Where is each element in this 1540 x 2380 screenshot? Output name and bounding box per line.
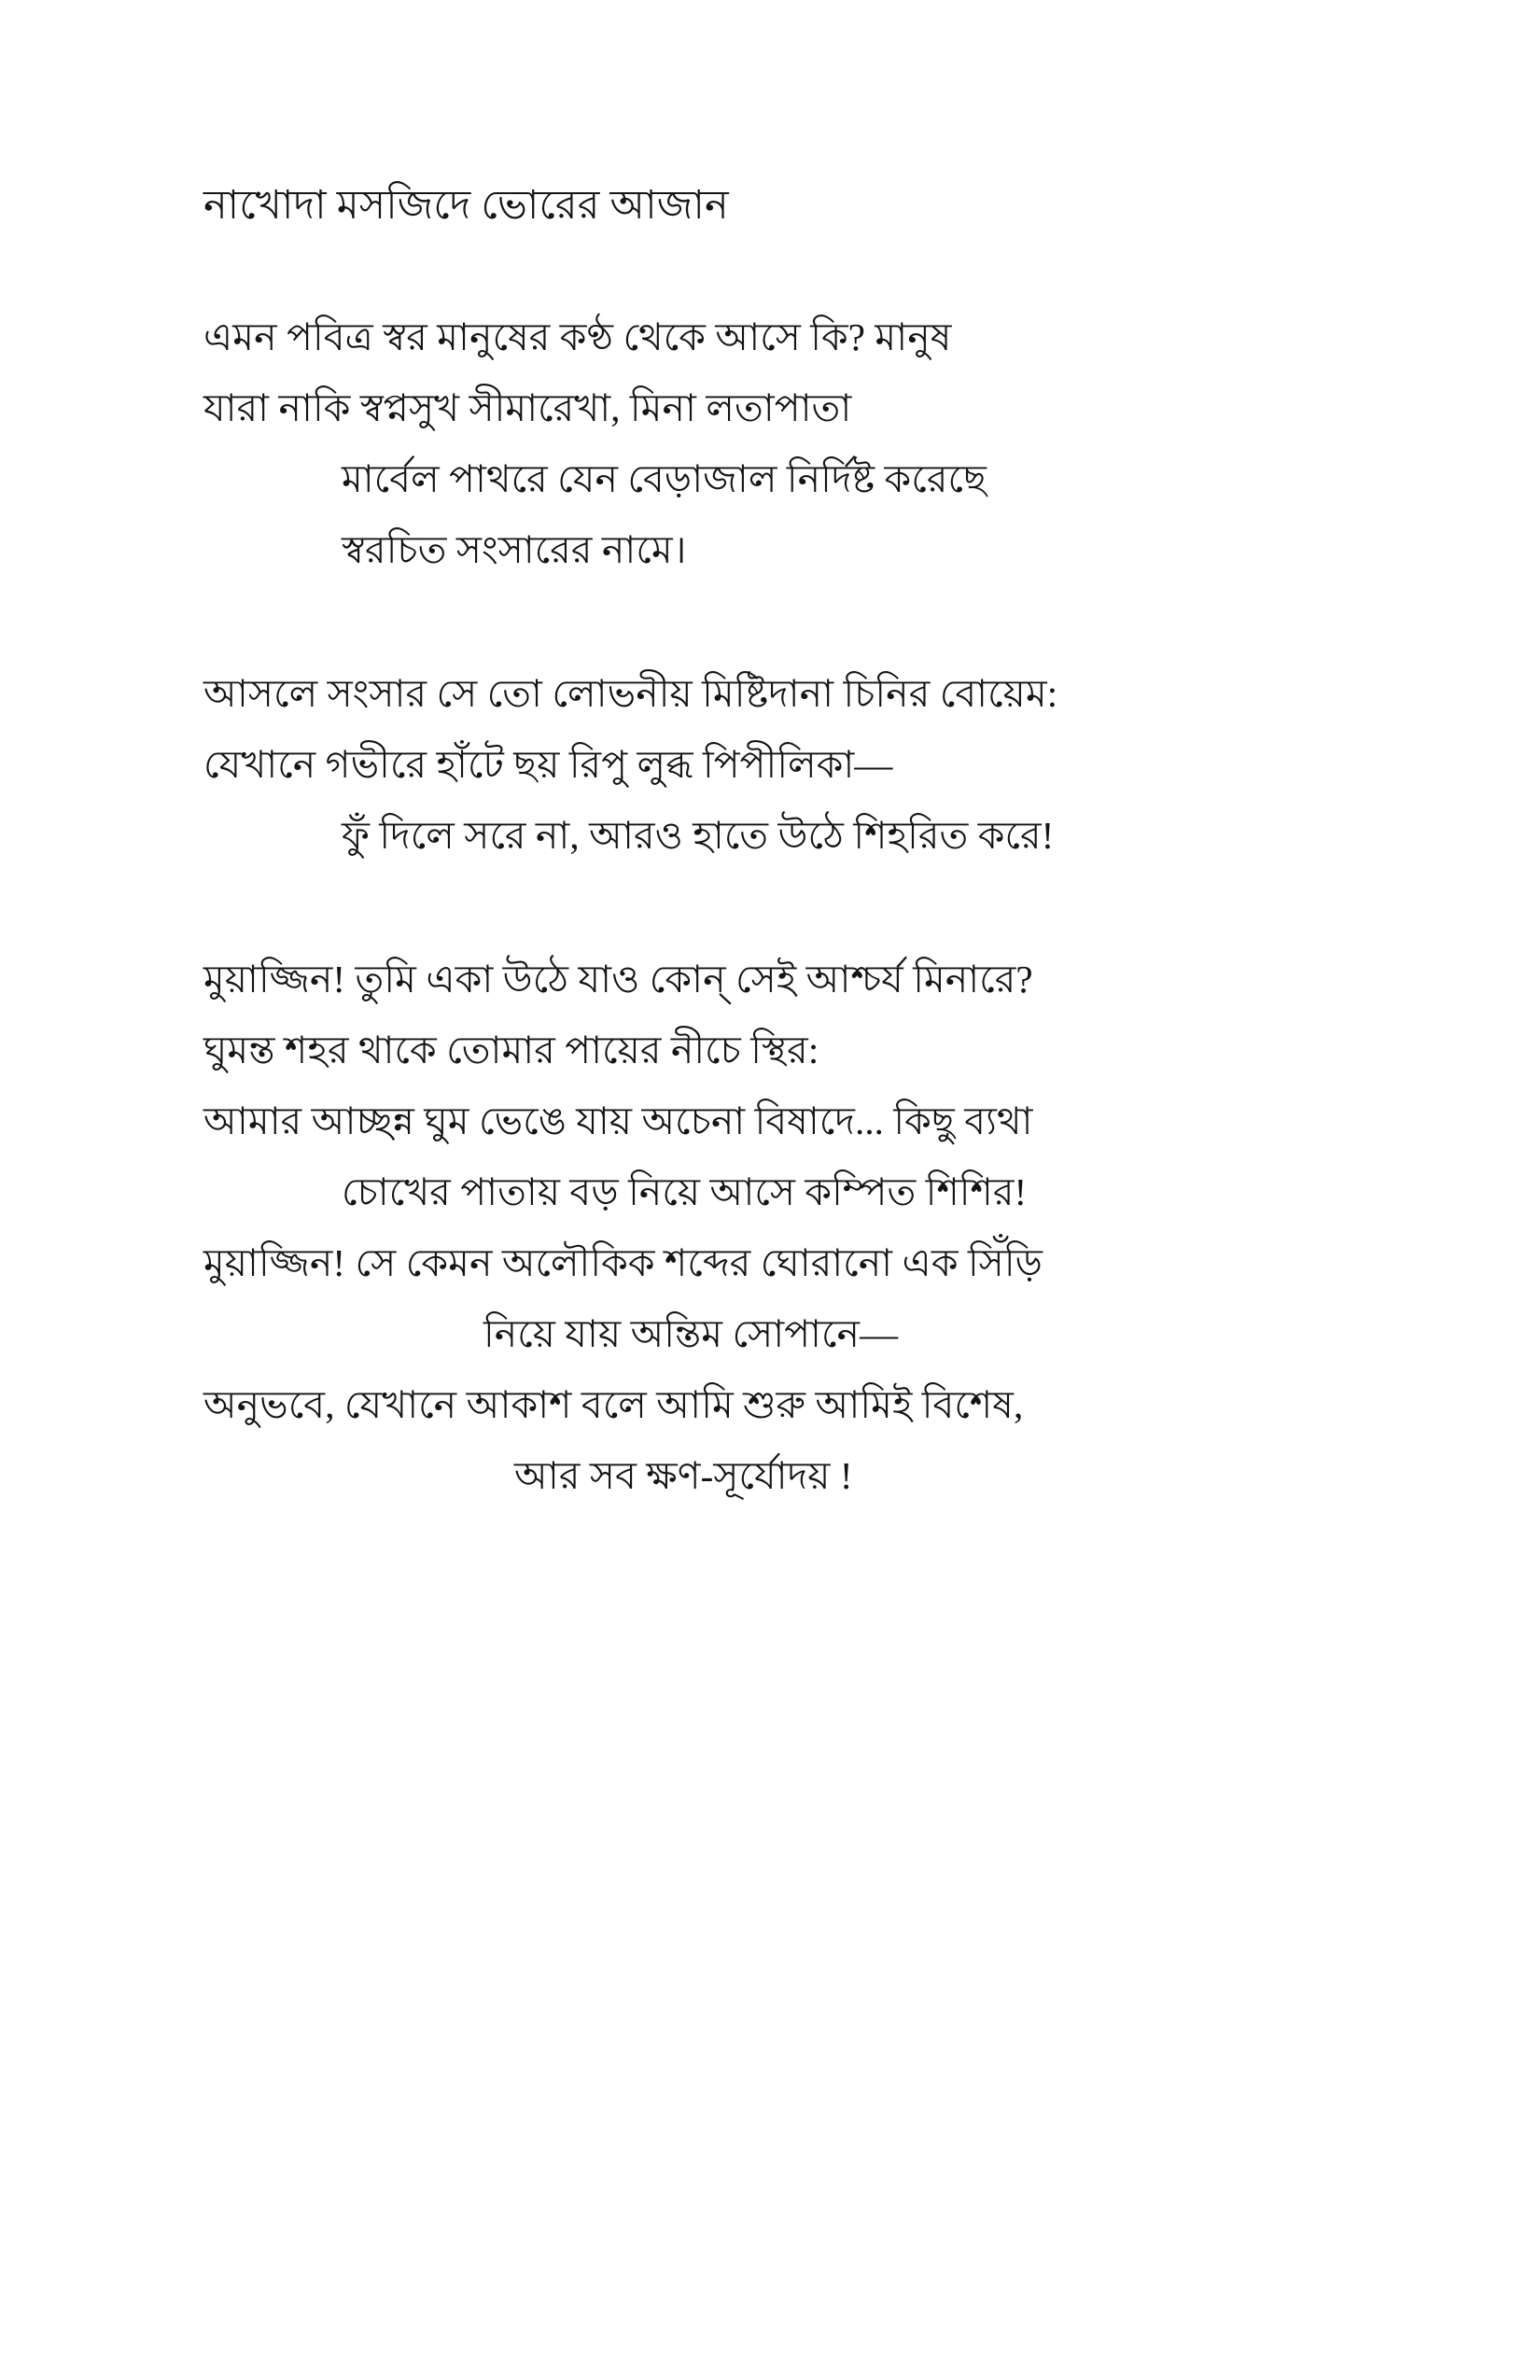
poem-line: ফুঁ দিলে সরে না, আরও হাতে উঠে শিহরিত করে! — [342, 813, 1055, 857]
poem-line: মুয়াজ্জিন! তুমি একা উঠে যাও কোন্ সেই আশ্চর্য মিনারে? — [203, 957, 1033, 1001]
poem-line: আমার আচ্ছন্ন ঘুম ভেঙে যায় অচেনা বিষাদে... কিছু ব্যথা — [203, 1099, 1033, 1142]
poem-line: স্বরচিত সংসারের নামে। — [342, 527, 687, 571]
poem-line: এমন পবিত্র স্বর মানুষের কণ্ঠ থেকে আসে কি? মানুষ — [203, 315, 952, 358]
stanza-2 — [203, 658, 1389, 871]
poem-line: ঘুমন্ত শহর থাকে তোমার পায়ের নীচে স্থির: — [203, 1028, 819, 1071]
poem-line: যেখানে গভীরে হাঁটে ছয় রিপু লুব্ধ পিপীলিকা— — [203, 742, 893, 786]
poem-body — [203, 183, 1389, 1511]
poem-line: যারা নাকি স্বপ্নসুখ সীমারেখা, মিনা লতাপাতা — [203, 385, 852, 429]
poem-line: মার্বেল পাথরে যেন বেড়াজাল নির্দিষ্ট করেছে — [342, 456, 987, 500]
poem-line: আসলে সংসার সে তো লোভনীয় মিষ্টিদানা চিনির বোয়েম: — [203, 671, 1058, 715]
poem-line: অনুভবে, যেখানে আকাশ বলে আমি শুরু আমিই বিশেষ, — [203, 1382, 1024, 1426]
stanza-3 — [203, 944, 1389, 1511]
poem-line: আর সব ক্ষণ-সূর্যোদয় ! — [514, 1453, 853, 1497]
stanza-1 — [203, 301, 1389, 585]
poem-title: নাখোদা মসজিদে ভোরের আজান — [203, 184, 729, 228]
poem-line: মুয়াজ্জিন! সে কেমন অলৌকিক শব্দের ঘোরানো এক সিঁড়ি — [203, 1240, 1043, 1284]
poem-line: নিয়ে যায় অন্তিম সোপানে— — [483, 1311, 899, 1355]
poem-line: চোখের পাতায় বড় নিয়ে আসে কম্পিত শিশির! — [342, 1169, 1028, 1213]
